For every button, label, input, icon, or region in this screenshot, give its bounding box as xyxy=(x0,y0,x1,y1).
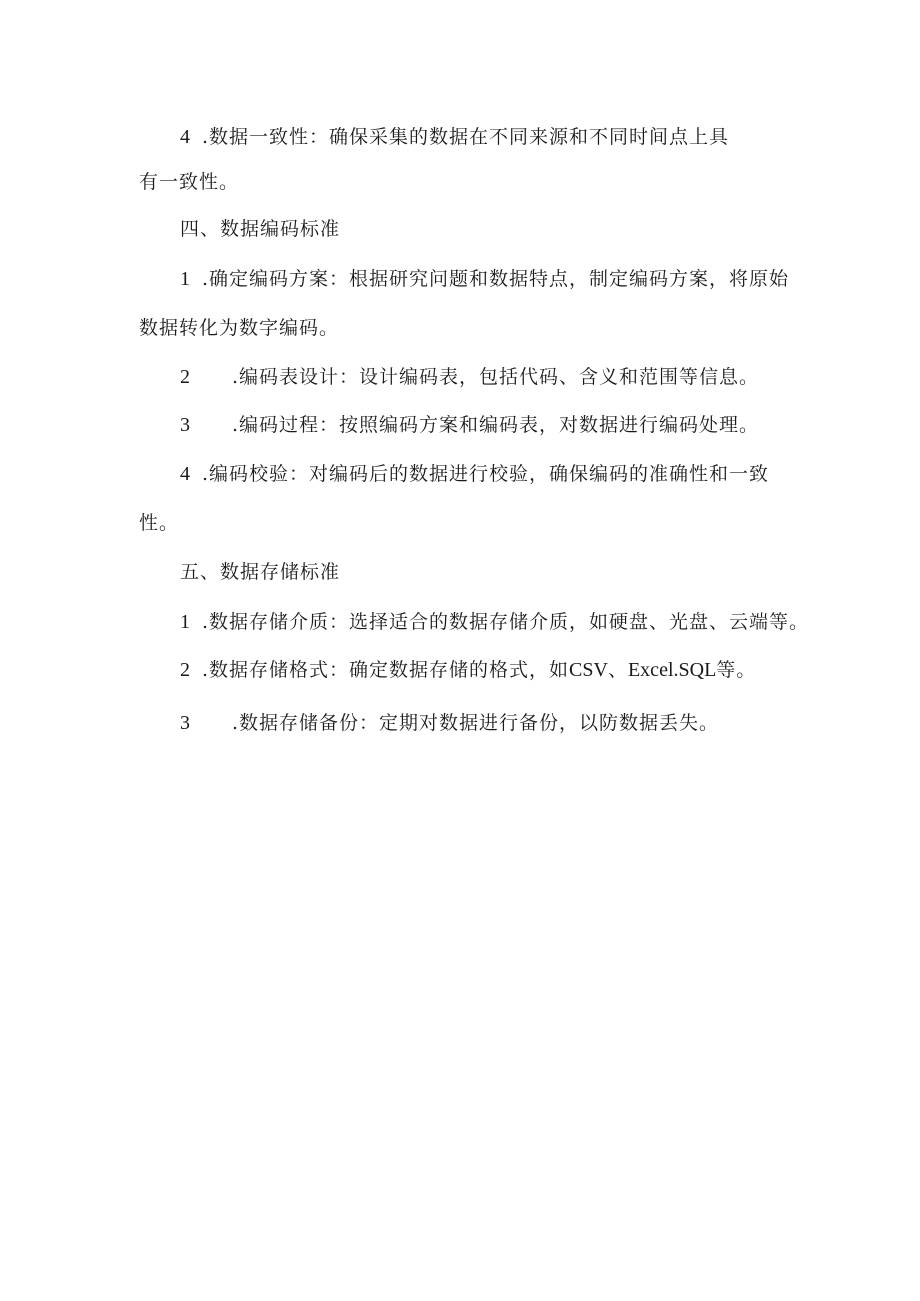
item-text: .编码校验：对编码后的数据进行校验，确保编码的准确性和一致 xyxy=(202,463,770,485)
item-text-separator: 、 xyxy=(607,659,628,681)
list-item-continuation xyxy=(139,316,339,340)
format-csv: CSV xyxy=(569,659,608,681)
item-text: .编码表设计：设计编码表，包括代码、含义和范围等信息。 xyxy=(232,366,760,388)
item-number: 1 xyxy=(180,268,191,290)
item-text: .确定编码方案：根据研究问题和数据特点，制定编码方案，将原始 xyxy=(202,268,790,290)
list-item-continuation xyxy=(139,170,239,194)
section-heading: 五、数据存储标准 xyxy=(180,561,341,583)
item-text: 性。 xyxy=(139,512,180,534)
item-number: 2 xyxy=(180,659,191,681)
item-number: 2 xyxy=(180,366,191,388)
item-number: 1 xyxy=(180,611,191,633)
item-text: .编码过程：按照编码方案和编码表，对数据进行编码处理。 xyxy=(232,414,760,436)
list-item xyxy=(180,658,756,682)
item-text: 数据转化为数字编码。 xyxy=(139,317,340,339)
item-text: 有一致性。 xyxy=(139,171,240,193)
item-number: 4 xyxy=(180,126,191,148)
list-item xyxy=(180,610,809,634)
format-excel-sql: Excel.SQL xyxy=(627,659,717,681)
item-text: .数据存储介质：选择适合的数据存储介质，如硬盘、光盘、云端等。 xyxy=(202,611,810,633)
item-text-suffix: 等。 xyxy=(716,659,757,681)
item-number: 3 xyxy=(180,712,191,734)
section-heading: 四、数据编码标准 xyxy=(180,218,341,240)
list-item xyxy=(180,711,719,735)
list-item xyxy=(180,267,789,291)
item-number: 4 xyxy=(180,463,191,485)
list-item xyxy=(180,462,769,486)
item-text-prefix: .数据存储格式：确定数据存储的格式，如 xyxy=(202,659,570,681)
list-item xyxy=(180,125,729,149)
list-item xyxy=(180,365,759,389)
list-item xyxy=(180,413,759,437)
item-text: .数据一致性：确保采集的数据在不同来源和不同时间点上具 xyxy=(202,126,730,148)
list-item-continuation xyxy=(139,511,179,535)
item-text: .数据存储备份：定期对数据进行备份，以防数据丢失。 xyxy=(232,712,720,734)
item-number: 3 xyxy=(180,414,191,436)
